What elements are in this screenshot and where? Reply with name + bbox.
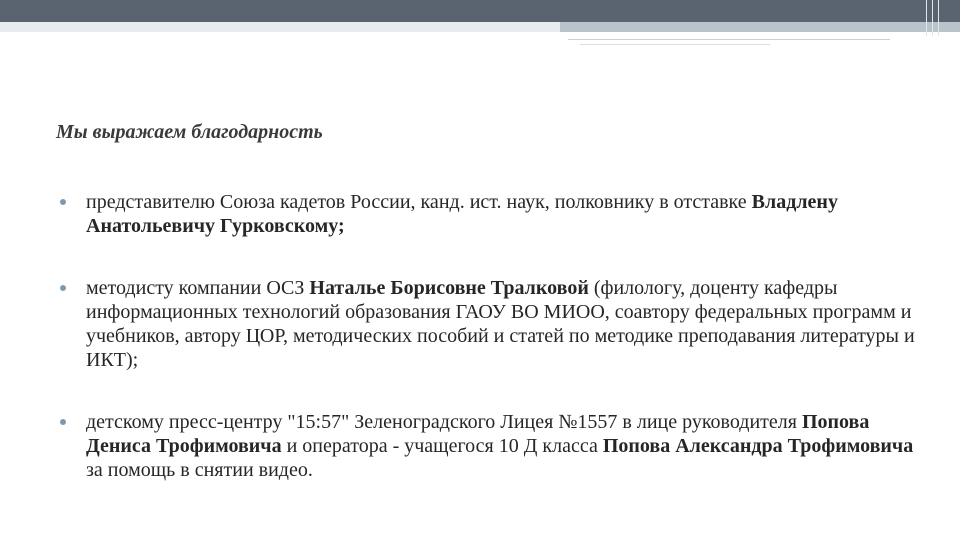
slide-title: Мы выражаем благодарность bbox=[56, 121, 323, 143]
header-band bbox=[0, 0, 960, 22]
bullet-text: и оператора - учащегося 10 Д класса bbox=[281, 435, 603, 457]
bullet-marker-icon bbox=[60, 419, 66, 425]
header-accent-band bbox=[0, 22, 960, 32]
decorative-vertical-lines bbox=[924, 0, 948, 36]
decorative-line bbox=[580, 44, 770, 45]
bullet-item-press-center bbox=[56, 410, 926, 482]
bullet-text: детскому пресс-центру "15:57" Зеленоградского Лицея №1557 в лице руководителя bbox=[86, 411, 802, 433]
bullet-text: (филологу, доценту кафедры информационных технологий образования ГАОУ ВО МИОО, соавтору федеральных программ и учебников, автору ЦОР, методических пособий и статей по методике преподавания литературы и ИКТ); bbox=[86, 277, 915, 371]
bullet-text-bold: Наталье Борисовне Тралковой bbox=[309, 277, 589, 299]
bullet-item-cadets bbox=[56, 190, 926, 238]
bullet-text: представителю Союза кадетов России, канд. ист. наук, полковнику в отставке bbox=[86, 191, 752, 213]
bullet-text: за помощь в снятии видео. bbox=[86, 459, 313, 481]
bullet-marker-icon bbox=[60, 285, 66, 291]
header-accent-notch bbox=[0, 22, 560, 32]
bullet-text: методисту компании ОСЗ bbox=[86, 277, 310, 299]
decorative-line bbox=[568, 39, 890, 40]
bullet-list bbox=[56, 190, 926, 482]
bullet-text-bold: Владлену Анатольевичу Гурковскому; bbox=[86, 191, 838, 237]
bullet-item-methodist bbox=[56, 276, 926, 372]
bullet-marker-icon bbox=[60, 199, 66, 205]
bullet-text-bold: Попова Александра Трофимовича bbox=[602, 435, 914, 457]
bullet-text-bold: Попова Дениса Трофимовича bbox=[86, 411, 870, 457]
